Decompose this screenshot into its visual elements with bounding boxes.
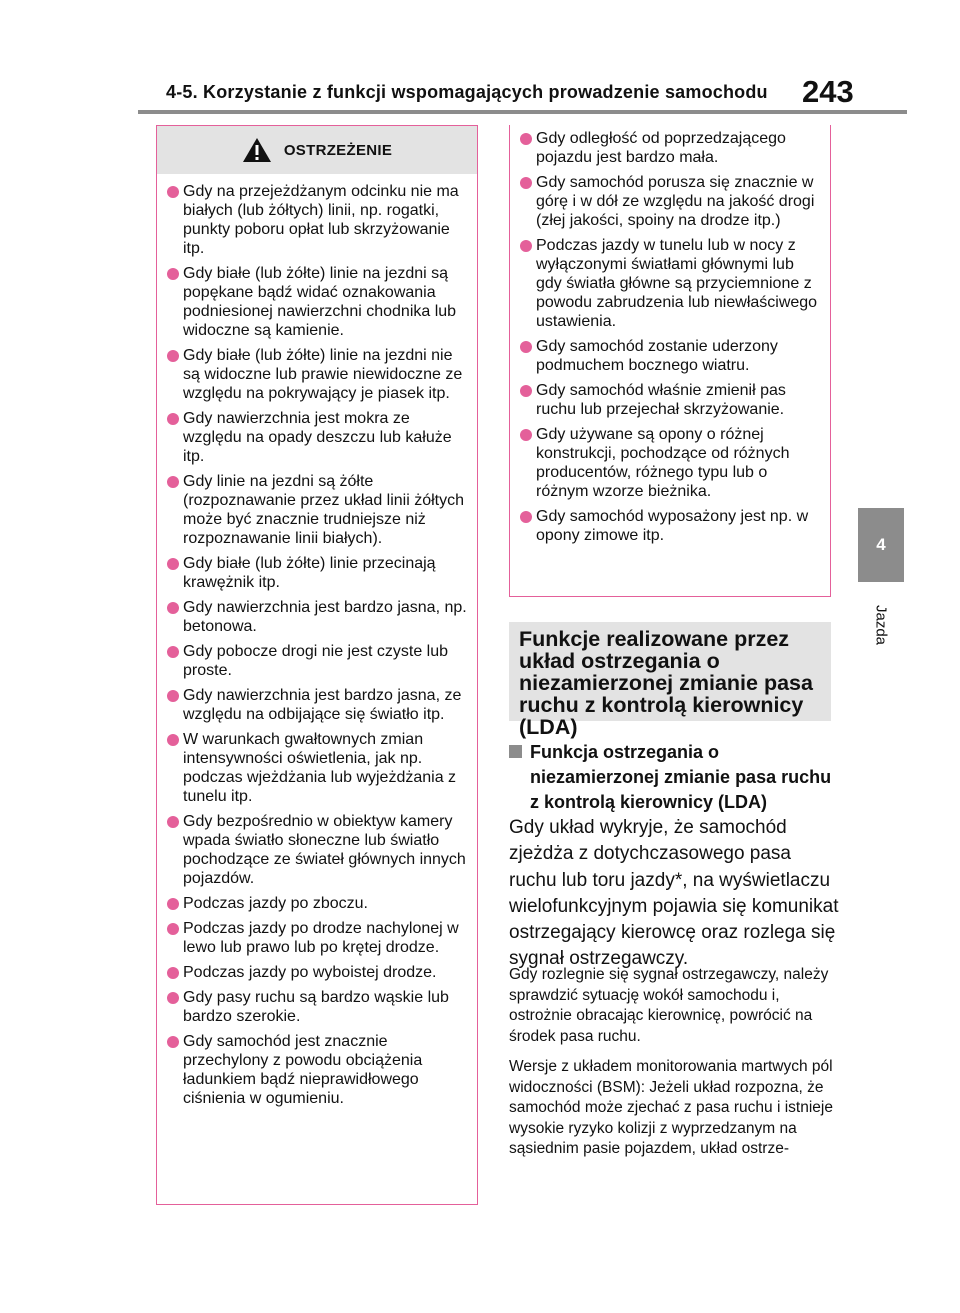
bullet-icon bbox=[520, 429, 532, 441]
list-item bbox=[167, 182, 469, 258]
list-item bbox=[167, 812, 469, 888]
list-item-text: Gdy samochód właśnie zmienił pas ruchu lub przejechał skrzyżowanie. bbox=[536, 382, 786, 418]
list-item-text: Podczas jazdy po zboczu. bbox=[183, 895, 368, 912]
chapter-tab[interactable]: 4 bbox=[858, 508, 904, 582]
list-item-text: Gdy pobocze drogi nie jest czyste lub proste. bbox=[183, 643, 449, 679]
subsection-heading bbox=[509, 740, 839, 815]
list-item bbox=[167, 894, 469, 913]
list-item-text: Gdy białe (lub żółte) linie na jezdni nie są widoczne lub prawie niewidoczne ze względu na pokrywający je piasek itp. bbox=[183, 347, 463, 402]
list-item-text: Gdy linie na jezdni są żółte (rozpoznawanie przez układ linii żółtych może być znacznie trudniejsze niż rozpoznawanie linii białych). bbox=[183, 473, 465, 547]
bullet-icon bbox=[167, 350, 179, 362]
list-item bbox=[520, 337, 824, 375]
bullet-icon bbox=[520, 385, 532, 397]
page-number: 243 bbox=[802, 74, 854, 109]
list-item-text: Gdy odległość od poprzedzającego pojazdu jest bardzo mała. bbox=[536, 130, 786, 166]
list-item-text: Gdy nawierzchnia jest bardzo jasna, ze względu na odbijające się światło itp. bbox=[183, 687, 462, 723]
warning-list-continued bbox=[510, 125, 830, 545]
bullet-icon bbox=[167, 923, 179, 935]
list-item-text: Gdy nawierzchnia jest mokra ze względu na opady deszczu lub kałuże itp. bbox=[183, 410, 452, 465]
bullet-icon bbox=[167, 690, 179, 702]
list-item bbox=[520, 381, 824, 419]
list-item-text: Podczas jazdy po wyboistej drodze. bbox=[183, 964, 437, 981]
bullet-icon bbox=[167, 558, 179, 570]
list-item bbox=[520, 507, 824, 545]
list-item bbox=[167, 919, 469, 957]
bullet-icon bbox=[167, 967, 179, 979]
warning-box bbox=[156, 125, 478, 1205]
main-paragraph: Gdy układ wykryje, że samochód zjeżdża z dotychczasowego pasa ruchu lub toru jazdy*, na wyświetlaczu wielofunkcyjnym pojawia się komunikat ostrzegający kierowcę oraz rozlega się sygnał ostrzegawczy. bbox=[509, 817, 839, 970]
list-item bbox=[167, 554, 469, 592]
bullet-icon bbox=[167, 816, 179, 828]
list-item-text: Gdy białe (lub żółte) linie na jezdni są popękane bądź widać oznakowania podniesionej nawierzchni chodnika lub widoczne są kamienie. bbox=[183, 265, 457, 339]
bullet-icon bbox=[167, 186, 179, 198]
bullet-icon bbox=[167, 992, 179, 1004]
list-item bbox=[167, 472, 469, 548]
bullet-icon bbox=[520, 177, 532, 189]
subsection-title: Funkcja ostrzegania o niezamierzonej zmianie pasa ruchu z kontrolą kierownicy (LDA) bbox=[530, 742, 832, 812]
list-item bbox=[167, 963, 469, 982]
paragraph-2: Wersje z układem monitorowania martwych pól widoczności (BSM): Jeżeli układ rozpozna, że samochód może zjechać z pasa ruchu i istnieje wysokie ryzyko kolizji z wyprzedzanym na sąsiednim pasie pojazdem, układ ostrze- bbox=[509, 1058, 833, 1157]
list-item-text: Gdy samochód porusza się znacznie w górę i w dół ze względu na jakość drogi (złej jakości, spoiny na drodze itp.) bbox=[536, 174, 815, 229]
running-header: 4-5. Korzystanie z funkcji wspomagających prowadzenie samochodu bbox=[166, 82, 768, 102]
list-item bbox=[167, 686, 469, 724]
chapter-label-text: Jazda bbox=[872, 604, 890, 646]
bullet-icon bbox=[167, 602, 179, 614]
list-item bbox=[167, 730, 469, 806]
warning-header bbox=[157, 126, 477, 174]
square-bullet-icon bbox=[509, 745, 522, 758]
bullet-icon bbox=[520, 341, 532, 353]
list-item bbox=[520, 173, 824, 230]
list-item-text: Gdy nawierzchnia jest bardzo jasna, np. betonowa. bbox=[183, 599, 467, 635]
list-item bbox=[520, 425, 824, 501]
list-item-text: Gdy na przejeżdżanym odcinku nie ma białych (lub żółtych) linii, np. rogatki, punkty poboru opłat lub skrzyżowanie itp. bbox=[183, 183, 459, 257]
warning-title: OSTRZEŻENIE bbox=[283, 141, 393, 159]
warning-box-continued bbox=[509, 125, 831, 597]
list-item-text: W warunkach gwałtownych zmian intensywności oświetlenia, jak np. podczas wjeżdżania lub wyjeżdżania z tunelu itp. bbox=[183, 731, 457, 805]
list-item-text: Podczas jazdy w tunelu lub w nocy z wyłączonymi światłami głównymi lub gdy światła główne są przyciemnione z powodu zabrudzenia lub niewłaściwego ustawienia. bbox=[536, 237, 818, 330]
list-item bbox=[167, 1032, 469, 1108]
list-item bbox=[167, 598, 469, 636]
header-divider bbox=[138, 110, 907, 114]
section-title: Funkcje realizowane przez układ ostrzegania o niezamierzonej zmianie pasa ruchu z kontrolą kierownicy (LDA) bbox=[519, 627, 813, 739]
list-item-text: Gdy bezpośrednio w obiektyw kamery wpada światło słoneczne lub światło pochodzące ze świateł głównych innych pojazdów. bbox=[183, 813, 466, 887]
list-item bbox=[167, 346, 469, 403]
bullet-icon bbox=[520, 511, 532, 523]
list-item bbox=[167, 988, 469, 1026]
bullet-icon bbox=[167, 898, 179, 910]
list-item-text: Gdy białe (lub żółte) linie przecinają krawężnik itp. bbox=[183, 555, 436, 591]
bullet-icon bbox=[520, 133, 532, 145]
list-item bbox=[167, 409, 469, 466]
bullet-icon bbox=[167, 268, 179, 280]
list-item bbox=[167, 642, 469, 680]
warning-triangle-icon bbox=[242, 137, 272, 163]
list-item-text: Podczas jazdy po drodze nachylonej w lewo lub prawo lub po krętej drodze. bbox=[183, 920, 459, 956]
list-item-text: Gdy samochód wyposażony jest np. w opony zimowe itp. bbox=[536, 508, 809, 544]
list-item-text: Gdy samochód zostanie uderzony podmuchem bocznego wiatru. bbox=[536, 338, 778, 374]
list-item bbox=[167, 264, 469, 340]
list-item bbox=[520, 236, 824, 331]
bullet-icon bbox=[167, 476, 179, 488]
list-item-text: Gdy samochód jest znacznie przechylony z powodu obciążenia ładunkiem bądź nieprawidłowego ciśnienia w ogumieniu. bbox=[183, 1033, 423, 1107]
list-item-text: Gdy używane są opony o różnej konstrukcji, pochodzące od różnych producentów, różnego typu lub o różnym wzorze bieżnika. bbox=[536, 426, 790, 500]
bullet-icon bbox=[167, 646, 179, 658]
bullet-icon bbox=[520, 240, 532, 252]
bullet-icon bbox=[167, 734, 179, 746]
chapter-label bbox=[858, 585, 904, 665]
bullet-icon bbox=[167, 413, 179, 425]
paragraph-1: Gdy rozlegnie się sygnał ostrzegawczy, należy sprawdzić sytuację wokół samochodu i, ostrożnie obracając kierownicę, powrócić na środek pasa ruchu. bbox=[509, 966, 829, 1045]
section-heading-box bbox=[509, 622, 831, 739]
bullet-icon bbox=[167, 1036, 179, 1048]
warning-list bbox=[157, 174, 477, 1108]
list-item bbox=[520, 129, 824, 167]
list-item-text: Gdy pasy ruchu są bardzo wąskie lub bardzo szerokie. bbox=[183, 989, 449, 1025]
